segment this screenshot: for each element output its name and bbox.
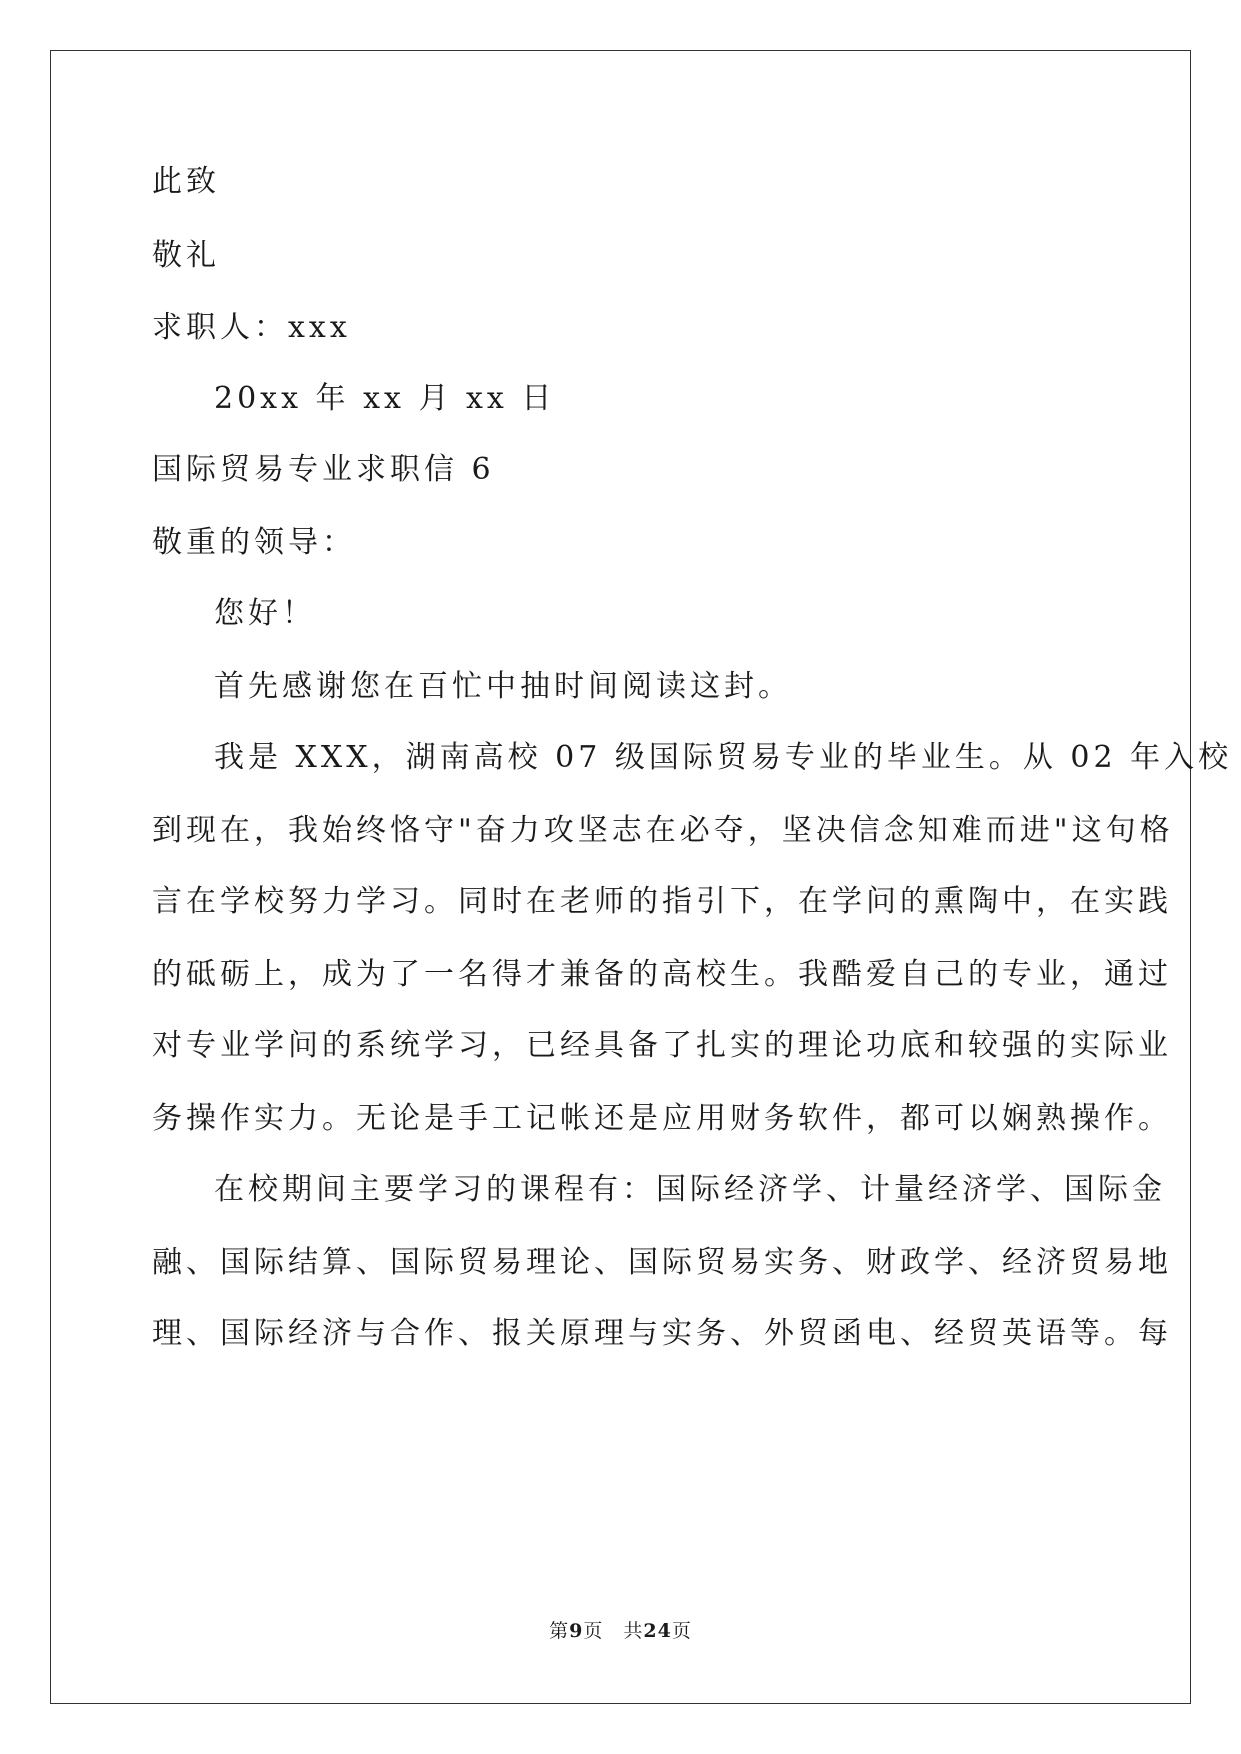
footer-total-suffix: 页: [671, 1620, 692, 1642]
closing-line: 此致: [152, 164, 220, 199]
footer-page-suffix: 页: [583, 1620, 604, 1642]
current-page-number: 9: [569, 1620, 584, 1642]
paragraph-line: 的砥砺上，成为了一名得才兼备的高校生。我酷爱自己的专业，通过: [152, 957, 1172, 992]
paragraph-line: 我是 XXX，湖南高校 07 级国际贸易专业的毕业生。从 02 年入校: [214, 740, 1233, 775]
applicant-line: 求职人：xxx: [152, 310, 351, 345]
paragraph-line: 对专业学问的系统学习，已经具备了扎实的理论功底和较强的实际业: [152, 1028, 1172, 1063]
page-border: [50, 50, 1233, 1704]
paragraph-line: 言在学校努力学习。同时在老师的指引下，在学问的熏陶中，在实践: [152, 884, 1172, 919]
paragraph-line: 到现在，我始终恪守"奋力攻坚志在必夺，坚决信念知难而进"这句格: [152, 813, 1174, 848]
paragraph-line: 首先感谢您在百忙中抽时间阅读这封。: [214, 669, 792, 704]
section-title: 国际贸易专业求职信 6: [152, 452, 495, 487]
paragraph-line: 融、国际结算、国际贸易理论、国际贸易实务、财政学、经济贸易地: [152, 1245, 1172, 1280]
paragraph-line: 务操作实力。无论是手工记帐还是应用财务软件，都可以娴熟操作。: [152, 1101, 1172, 1136]
date-line: 20xx 年 xx 月 xx 日: [214, 381, 556, 416]
total-page-count: 24: [643, 1620, 672, 1642]
footer-prefix: 第: [549, 1620, 570, 1642]
salutation-line: 敬礼: [152, 238, 220, 273]
paragraph-line: 理、国际经济与合作、报关原理与实务、外贸函电、经贸英语等。每: [152, 1316, 1172, 1351]
paragraph-line: 在校期间主要学习的课程有：国际经济学、计量经济学、国际金: [214, 1172, 1166, 1207]
greeting-line: 您好！: [214, 596, 316, 631]
page-footer: [0, 1616, 1241, 1643]
greeting-recipient: 敬重的领导：: [152, 525, 356, 560]
footer-total-prefix: 共: [623, 1620, 644, 1642]
